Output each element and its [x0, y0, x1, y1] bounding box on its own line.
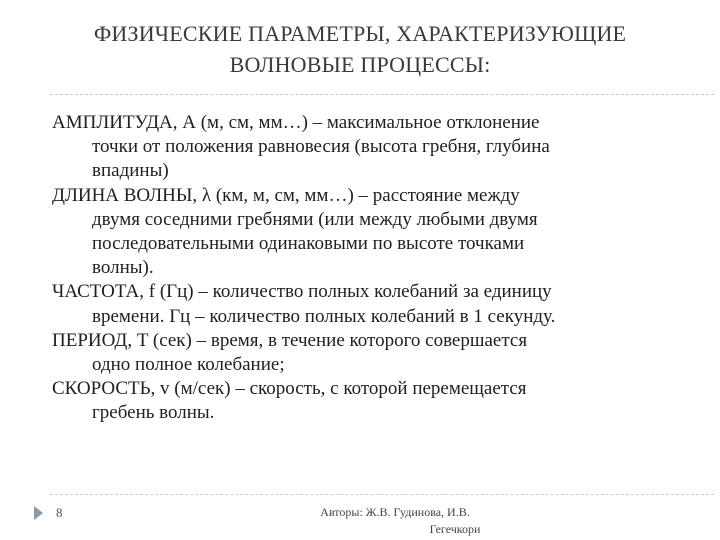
text-line: ЧАСТОТА, f (Гц) – количество полных колебаний за единицу	[52, 281, 552, 303]
slide-title-line: ВОЛНОВЫЕ ПРОЦЕССЫ:	[229, 52, 491, 77]
footer-divider	[50, 494, 714, 495]
triangle-bullet-icon	[34, 506, 43, 520]
text-line: СКОРОСТЬ, v (м/сек) – скорость, с которой перемещается	[52, 378, 527, 400]
text-line: времени. Гц – количество полных колебаний в 1 секунду.	[92, 305, 556, 327]
page-number: 8	[56, 505, 63, 520]
slide-title-line: ФИЗИЧЕСКИЕ ПАРАМЕТРЫ, ХАРАКТЕРИЗУЮЩИЕ	[93, 21, 627, 46]
text-line: ПЕРИОД, T (сек) – время, в течение которого совершается	[52, 329, 528, 351]
slide-title	[20, 18, 700, 80]
definition-amplitude	[52, 111, 692, 184]
definition-period	[52, 329, 692, 377]
text-line: гребень волны.	[92, 402, 215, 424]
text-line: ДЛИНА ВОЛНЫ, λ (км, м, см, мм…) – расстояние между	[52, 184, 520, 206]
title-divider	[50, 94, 714, 95]
definition-speed	[52, 377, 692, 425]
definition-wavelength	[52, 184, 692, 281]
text-line: волны).	[92, 257, 154, 279]
text-line: одно полное колебание;	[92, 354, 285, 376]
text-line: впадины)	[92, 160, 169, 182]
footer-authors	[280, 504, 510, 538]
definition-frequency	[52, 280, 692, 328]
text-line: последовательными одинаковыми по высоте точками	[92, 233, 525, 255]
text-line: АМПЛИТУДА, А (м, см, мм…) – максимальное отклонение	[52, 112, 540, 133]
authors-line: Гегечкори	[429, 522, 481, 536]
authors-line: Авторы: Ж.В. Гудинова, И.В.	[320, 505, 470, 519]
text-line: двумя соседними гребнями (или между любыми двумя	[92, 208, 538, 230]
text-line: точки от положения равновесия (высота гребня, глубина	[92, 136, 550, 158]
slide-body	[52, 111, 692, 426]
